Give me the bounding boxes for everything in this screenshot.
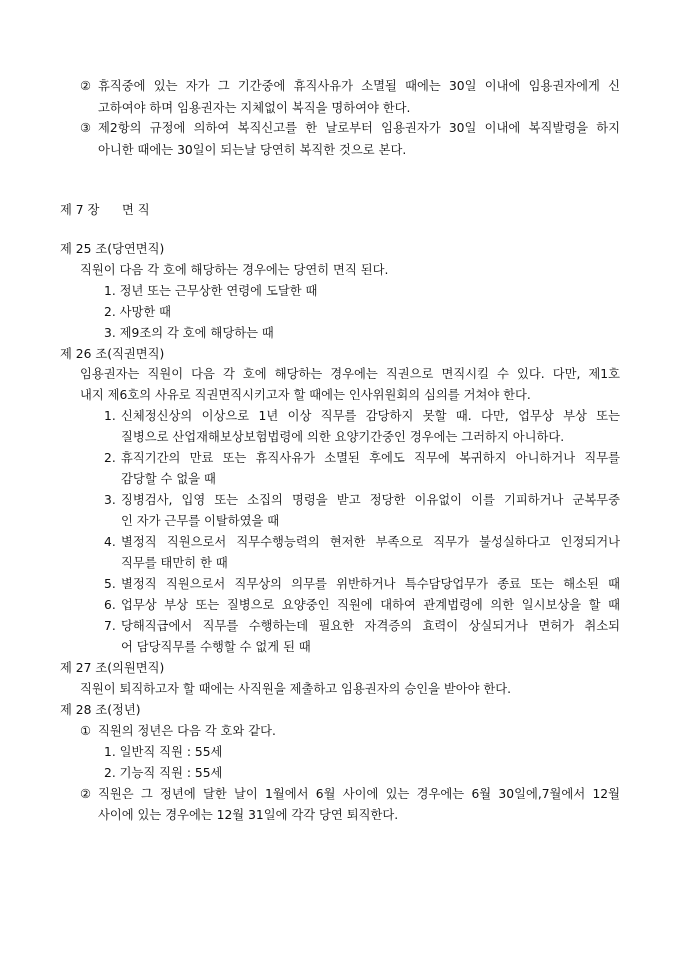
- list-item: 1. 일반직 직원 : 55세: [104, 745, 223, 759]
- list-item: 2. 기능직 직원 : 55세: [104, 766, 223, 780]
- paragraph-text: 고하여야 하며 임용권자는 지체없이 복직을 명하여야 한다.: [98, 101, 411, 115]
- paragraph-marker: ②: [80, 787, 92, 801]
- paragraph-text: 사이에 있는 경우에는 12월 31일에 각각 당연 퇴직한다.: [98, 808, 399, 822]
- list-item-text: 직무를 태만히 한 때: [121, 556, 228, 570]
- list-item-text: 업무상 부상 또는 질병으로 요양중인 직원에 대하여 관계법령에 의한 일시보상을 할 때: [121, 598, 620, 612]
- article-heading: 제 26 조(직권면직): [60, 347, 165, 361]
- list-item-text: 별정직 직원으로서 직무상의 의무를 위반하거나 특수담당업무가 종료 또는 해소된 때: [121, 577, 620, 591]
- paragraph-marker: ②: [80, 79, 92, 93]
- chapter-title: 면 직: [122, 203, 150, 217]
- article-heading: 제 25 조(당연면직): [60, 242, 165, 256]
- list-item-text: 질병으로 산업재해보상보험법령에 의한 요양기간중인 경우에는 그러하지 아니하다.: [121, 430, 565, 444]
- list-item-number: 4.: [104, 535, 116, 549]
- article-heading: 제 28 조(정년): [60, 703, 141, 717]
- list-item-number: 2.: [104, 451, 116, 465]
- list-item: 3. 제9조의 각 호에 해당하는 때: [104, 326, 274, 340]
- list-item-text: 어 담당직무를 수행할 수 없게 된 때: [121, 640, 311, 654]
- paragraph-text: 직원의 정년은 다음 각 호와 같다.: [98, 724, 276, 738]
- paragraph-text: 제2항의 규정에 의하여 복직신고를 한 날로부터 임용권자가 30일 이내에 복직발령을 하지: [98, 121, 620, 135]
- article-intro: 임용권자는 직원이 다음 각 호에 해당하는 경우에는 직권으로 면직시킬 수 있다. 다만, 제1호: [80, 367, 620, 381]
- list-item-text: 별정직 직원으로서 직무수행능력의 현저한 부족으로 직무가 불성실하다고 인정되거나: [121, 535, 620, 549]
- list-item-text: 휴직기간의 만료 또는 휴직사유가 소멸된 후에도 직무에 복귀하지 아니하거나 직무를: [121, 451, 620, 465]
- chapter-label: 제 7 장: [60, 203, 100, 217]
- list-item-number: 3.: [104, 493, 116, 507]
- article-intro: 직원이 퇴직하고자 할 때에는 사직원을 제출하고 임용권자의 승인을 받아야 한다.: [80, 682, 512, 696]
- article-intro: 내지 제6호의 사유로 직권면직시키고자 할 때에는 인사위원회의 심의를 거쳐야 한다.: [80, 388, 531, 402]
- paragraph-text: 직원은 그 정년에 달한 날이 1월에서 6월 사이에 있는 경우에는 6월 30일에,7월에서 12월: [98, 787, 620, 801]
- list-item-number: 7.: [104, 619, 116, 633]
- list-item-text: 인 자가 근무를 이탈하였을 때: [121, 514, 280, 528]
- list-item-number: 6.: [104, 598, 116, 612]
- list-item-text: 징병검사, 입영 또는 소집의 명령을 받고 정당한 이유없이 이를 기피하거나 군복무중: [121, 493, 620, 507]
- paragraph-text: 아니한 때에는 30일이 되는날 당연히 복직한 것으로 본다.: [98, 143, 407, 157]
- list-item: 2. 사망한 때: [104, 305, 172, 319]
- list-item-text: 감당할 수 없을 때: [121, 472, 216, 486]
- paragraph-marker: ③: [80, 121, 92, 135]
- article-intro: 직원이 다음 각 호에 해당하는 경우에는 당연히 면직 된다.: [80, 263, 389, 277]
- article-heading: 제 27 조(의원면직): [60, 661, 165, 675]
- paragraph-text: 휴직중에 있는 자가 그 기간중에 휴직사유가 소멸될 때에는 30일 이내에 임용권자에게 신: [98, 79, 620, 93]
- list-item: 1. 정년 또는 근무상한 연령에 도달한 때: [104, 284, 318, 298]
- paragraph-marker: ①: [80, 724, 92, 738]
- list-item-number: 5.: [104, 577, 116, 591]
- list-item-text: 신체정신상의 이상으로 1년 이상 직무를 감당하지 못할 때. 다만, 업무상 부상 또는: [121, 409, 620, 423]
- list-item-number: 1.: [104, 409, 116, 423]
- list-item-text: 당해직급에서 직무를 수행하는데 필요한 자격증의 효력이 상실되거나 면허가 취소되: [121, 619, 620, 633]
